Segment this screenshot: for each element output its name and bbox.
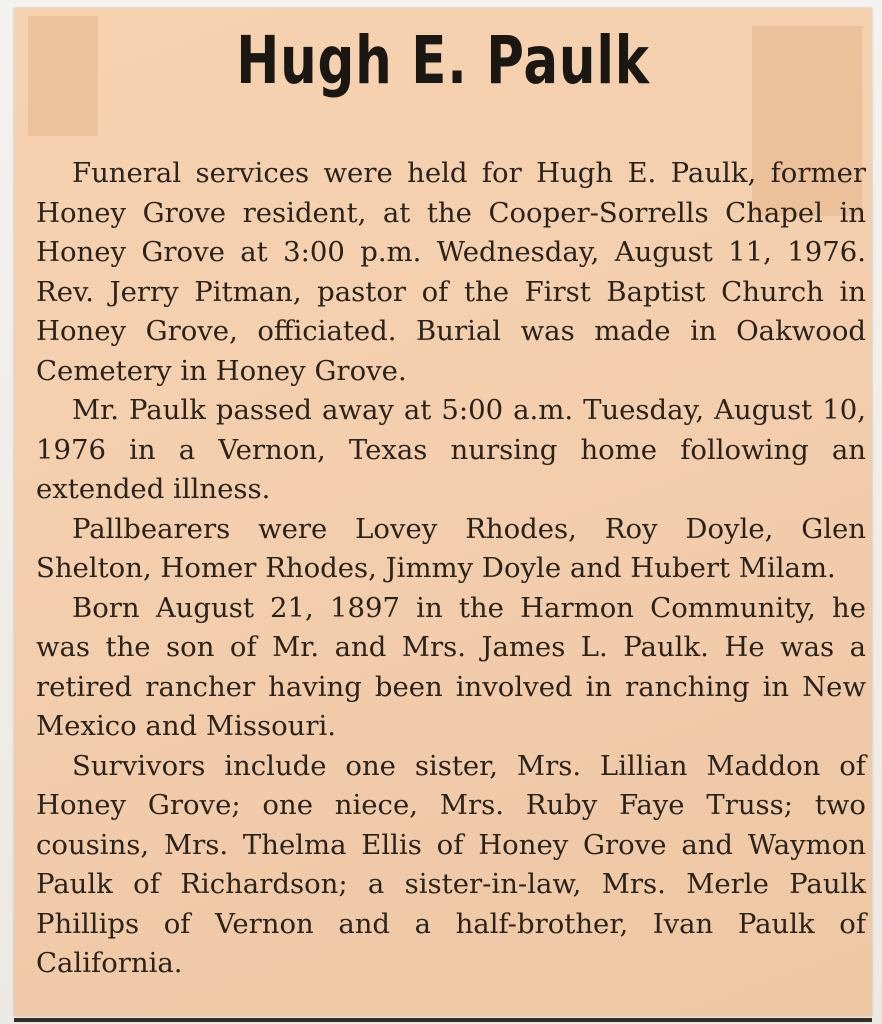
paragraph-funeral-services: Funeral services were held for Hugh E. Paulk, former Honey Grove resident, at the Cooper-Sorrells Chapel in Honey Grove at 3:00 p.m. Wednesday, August 11, 1976. Rev. Jerry Pitman, pastor of the First Baptist Church in Honey Grove, officiated. Burial was made in Oakwood Cemetery in Honey Grove. xyxy=(36,157,866,387)
tape-mark-left xyxy=(28,16,98,136)
newspaper-clipping xyxy=(14,8,872,1016)
paragraph-survivors: Survivors include one sister, Mrs. Lillian Maddon of Honey Grove; one niece, Mrs. Ruby Faye Truss; two cousins, Mrs. Thelma Ellis of Honey Grove and Waymon Paulk of Richardson; a sister-in-law, Mrs. Merle Paulk Phillips of Vernon and a half-brother, Ivan Paulk of California. xyxy=(36,749,866,979)
paragraph-biography: Born August 21, 1897 in the Harmon Community, he was the son of Mr. and Mrs. James L. Paulk. He was a retired rancher having been involved in ranching in New Mexico and Missouri. xyxy=(36,591,866,742)
obituary-headline: Hugh E. Paulk xyxy=(236,22,650,99)
obituary-body xyxy=(36,154,866,984)
bottom-rule xyxy=(14,1018,872,1022)
paragraph-passing: Mr. Paulk passed away at 5:00 a.m. Tuesday, August 10, 1976 in a Vernon, Texas nursing home following an extended illness. xyxy=(36,394,866,505)
paragraph-pallbearers: Pallbearers were Lovey Rhodes, Roy Doyle, Glen Shelton, Homer Rhodes, Jimmy Doyle and Hubert Milam. xyxy=(36,512,866,584)
